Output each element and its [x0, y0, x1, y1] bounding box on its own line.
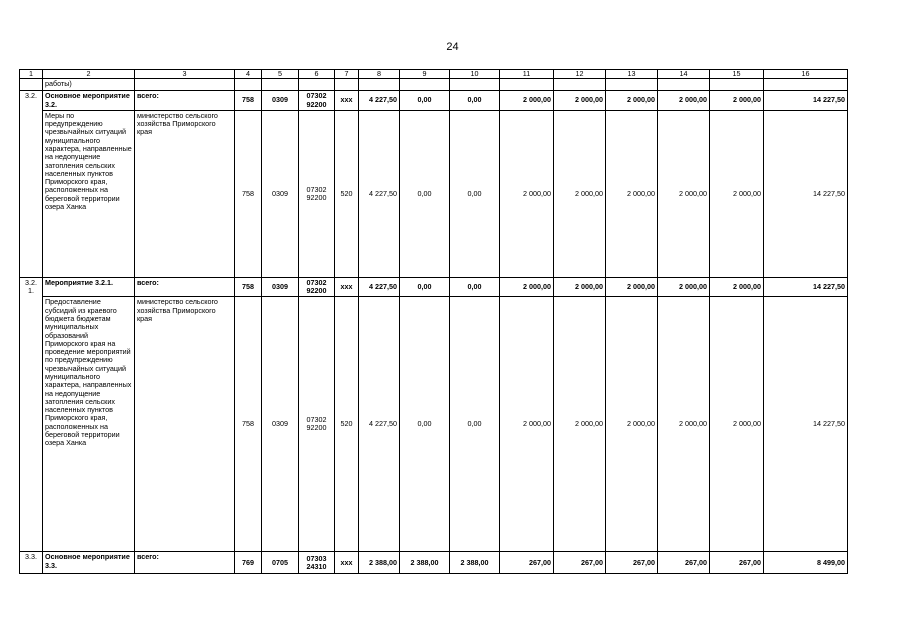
cell: [500, 79, 554, 91]
cell: [359, 79, 400, 91]
row-name: Предоставление субсидий из краевого бюджета бюджетам муниципальных образований Приморского края на проведение мероприятий по предупреждению чрезвычайных ситуаций муниципального характера, направленных на недопущение затопления сельских населенных пунктов Приморского края, расположенных на береговой территории озера Ханка: [43, 297, 135, 552]
cell: [262, 79, 299, 91]
cell-11: 2 000,00: [500, 277, 554, 297]
cell-8: 2 388,00: [359, 552, 400, 574]
page-number: 24: [446, 41, 459, 53]
cell-10: 2 388,00: [450, 552, 500, 574]
cell: [335, 79, 359, 91]
cell-16: 14 227,50: [764, 91, 848, 111]
cell-13: 2 000,00: [606, 297, 658, 552]
cell-10: 0,00: [450, 277, 500, 297]
row-number: 3.2.: [20, 91, 43, 278]
cell: [20, 79, 43, 91]
header-row: [20, 70, 848, 79]
cell-10: 0,00: [450, 110, 500, 277]
cell: [606, 79, 658, 91]
header-cell: 6: [299, 70, 335, 79]
program-table: [19, 69, 848, 574]
cell-12: 267,00: [554, 552, 606, 574]
table-row: [20, 552, 848, 574]
header-cell: 7: [335, 70, 359, 79]
header-cell: 4: [235, 70, 262, 79]
header-cell: 13: [606, 70, 658, 79]
cell-14: 2 000,00: [658, 297, 710, 552]
cell-8: 4 227,50: [359, 277, 400, 297]
cell-11: 2 000,00: [500, 297, 554, 552]
header-cell: 15: [710, 70, 764, 79]
cell-8: 4 227,50: [359, 91, 400, 111]
cell-15: 2 000,00: [710, 297, 764, 552]
cell-12: 2 000,00: [554, 91, 606, 111]
row-number: 3.3.: [20, 552, 43, 574]
cell-16: 14 227,50: [764, 277, 848, 297]
cell-10: 0,00: [450, 297, 500, 552]
cell-5: 0309: [262, 277, 299, 297]
cell-9: 0,00: [400, 297, 450, 552]
table-row: [20, 110, 848, 277]
row-executor: всего:: [135, 552, 235, 574]
header-cell: 14: [658, 70, 710, 79]
cell: [658, 79, 710, 91]
row-name: Меры по предупреждению чрезвычайных ситуаций муниципального характера, направленные на недопущение затопления сельских населенных пунктов Приморского края, расположенных на береговой территории озера Ханка: [43, 110, 135, 277]
cell-9: 2 388,00: [400, 552, 450, 574]
cell-7: xxx: [335, 91, 359, 111]
header-cell: 12: [554, 70, 606, 79]
header-cell: 9: [400, 70, 450, 79]
cell-16: 14 227,50: [764, 297, 848, 552]
row-name: Основное мероприятие 3.3.: [43, 552, 135, 574]
header-cell: 5: [262, 70, 299, 79]
cell-14: 2 000,00: [658, 91, 710, 111]
row-name: Основное мероприятие 3.2.: [43, 91, 135, 111]
header-cell: 1: [20, 70, 43, 79]
cell-4: 769: [235, 552, 262, 574]
cell-16: 14 227,50: [764, 110, 848, 277]
cell-11: 267,00: [500, 552, 554, 574]
table-row: [20, 297, 848, 552]
cell-14: 267,00: [658, 552, 710, 574]
cell-15: 2 000,00: [710, 277, 764, 297]
row-executor: министерство сельского хозяйства Приморского края: [135, 110, 235, 277]
header-cell: 2: [43, 70, 135, 79]
header-cell: 10: [450, 70, 500, 79]
cell-4: 758: [235, 297, 262, 552]
cell-5: 0705: [262, 552, 299, 574]
cell-13: 2 000,00: [606, 277, 658, 297]
cell-9: 0,00: [400, 277, 450, 297]
cell-6: 07302 92200: [299, 91, 335, 111]
cell: [135, 79, 235, 91]
cell-15: 267,00: [710, 552, 764, 574]
cell-7: xxx: [335, 552, 359, 574]
cell: [710, 79, 764, 91]
cell-7: 520: [335, 297, 359, 552]
header-cell: 16: [764, 70, 848, 79]
cell-11: 2 000,00: [500, 110, 554, 277]
cell-4: 758: [235, 277, 262, 297]
cell-14: 2 000,00: [658, 277, 710, 297]
cell: [400, 79, 450, 91]
cell-5: 0309: [262, 110, 299, 277]
cell-12: 2 000,00: [554, 110, 606, 277]
cell-5: 0309: [262, 91, 299, 111]
cell-15: 2 000,00: [710, 91, 764, 111]
cell-12: 2 000,00: [554, 297, 606, 552]
cell-13: 267,00: [606, 552, 658, 574]
cell-5: 0309: [262, 297, 299, 552]
cell-16: 8 499,00: [764, 552, 848, 574]
cell: [235, 79, 262, 91]
header-cell: 3: [135, 70, 235, 79]
row-executor: министерство сельского хозяйства Приморского края: [135, 297, 235, 552]
cell-13: 2 000,00: [606, 91, 658, 111]
cell-7: xxx: [335, 277, 359, 297]
row-executor: всего:: [135, 277, 235, 297]
cell-14: 2 000,00: [658, 110, 710, 277]
cell-13: 2 000,00: [606, 110, 658, 277]
cell-12: 2 000,00: [554, 277, 606, 297]
header-cell: 11: [500, 70, 554, 79]
table-row: [20, 91, 848, 111]
cell-4: 758: [235, 110, 262, 277]
cell: [764, 79, 848, 91]
cell-6: 07302 92200: [299, 297, 335, 552]
row-executor: всего:: [135, 91, 235, 111]
cell-8: 4 227,50: [359, 110, 400, 277]
row-name: Мероприятие 3.2.1.: [43, 277, 135, 297]
cell-4: 758: [235, 91, 262, 111]
cell-11: 2 000,00: [500, 91, 554, 111]
cell: [299, 79, 335, 91]
cell-7: 520: [335, 110, 359, 277]
continuation-row: [20, 79, 848, 91]
row-number: 3.2. 1.: [20, 277, 43, 552]
cell-6: 07303 24310: [299, 552, 335, 574]
cell-8: 4 227,50: [359, 297, 400, 552]
header-cell: 8: [359, 70, 400, 79]
cell: [554, 79, 606, 91]
cell-6: 07302 92200: [299, 277, 335, 297]
cell: [450, 79, 500, 91]
cell-9: 0,00: [400, 110, 450, 277]
table-row: [20, 277, 848, 297]
cell-6: 07302 92200: [299, 110, 335, 277]
cell-9: 0,00: [400, 91, 450, 111]
row-name: работы): [43, 79, 135, 91]
cell-10: 0,00: [450, 91, 500, 111]
cell-15: 2 000,00: [710, 110, 764, 277]
